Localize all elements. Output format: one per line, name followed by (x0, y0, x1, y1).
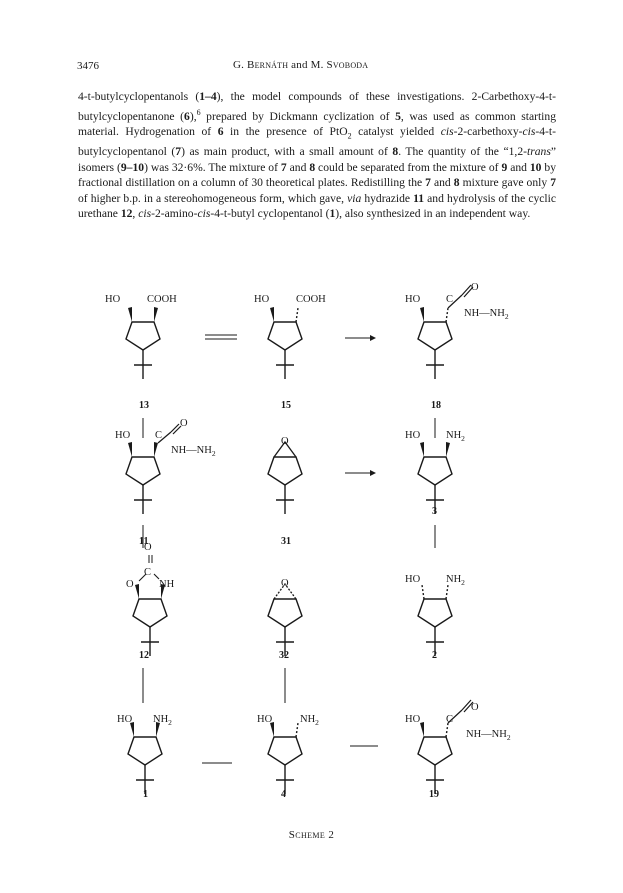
label-ho: HO (105, 294, 121, 305)
compound-number-19: 19 (429, 789, 439, 800)
label-ho: HO (115, 430, 131, 441)
label-ho: HO (405, 294, 421, 305)
scheme-caption: Scheme 2 (288, 829, 335, 841)
compound-number-13: 13 (139, 400, 149, 411)
compound-13-structure (126, 307, 160, 379)
compound-2-structure (418, 585, 452, 656)
label-o: O (281, 436, 289, 447)
author-2: M. Svoboda (310, 59, 369, 71)
reaction-arrow (345, 335, 376, 341)
compound-number-12: 12 (139, 650, 149, 661)
compound-31-structure (268, 442, 302, 514)
compound-number-32: 32 (279, 650, 289, 661)
label-o: O (471, 702, 479, 713)
label-c: C (144, 567, 152, 578)
compound-3-structure (418, 442, 452, 514)
label-o: O (126, 579, 134, 590)
author-1: G. Bernáth (233, 59, 289, 71)
label-ho: HO (405, 574, 421, 585)
label-o: O (144, 542, 152, 553)
label-nh-nh2: $NH—NH_2$ (466, 729, 511, 742)
label-ho: HO (405, 430, 421, 441)
compound-number-18: 18 (431, 400, 441, 411)
compound-number-31: 31 (281, 536, 291, 547)
label-ho: HO (117, 714, 133, 725)
label-ho: HO (254, 294, 270, 305)
label-cooh: COOH (296, 294, 326, 305)
label-ho: HO (405, 714, 421, 725)
compound-1-structure (128, 722, 162, 794)
compound-number-11: 11 (139, 536, 149, 547)
compound-32-structure (268, 584, 302, 656)
equilibrium-arrow (205, 335, 237, 339)
label-nh2: $NH_2$ (446, 430, 465, 443)
compound-4-structure (268, 722, 302, 794)
label-c: C (446, 294, 454, 305)
label-o: O (180, 418, 188, 429)
label-cooh: COOH (147, 294, 177, 305)
label-ho: HO (257, 714, 273, 725)
label-nh-nh2: $NH—NH_2$ (464, 308, 509, 321)
author-and: and (288, 59, 311, 71)
label-nh-nh2: $NH—NH_2$ (171, 445, 216, 458)
compound-number-1: 1 (143, 789, 148, 800)
label-nh2: $NH_2$ (300, 714, 319, 727)
compound-11-structure (126, 424, 181, 514)
label-c: C (446, 714, 454, 725)
reaction-arrow (345, 470, 376, 476)
compound-15-structure (268, 307, 302, 379)
compound-number-3: 3 (432, 506, 437, 517)
body-paragraph: 4-t-butylcyclopentanols (1–4), the model compounds of these investigations. 2-Carbethoxy-4-t-butylcyclopentanone (6),$^6$ prepared by Dickmann cyclization of 5, was used as common starting material. Hydrogenation of 6 in the presence of PtO$_2$ catalyst yielded cis-2-carbethoxy-cis-4-t-butylcyclopentanol (7) as main product, with a small amount of 8. The quantity of the “1,2-trans” isomers (9–10) was 32·6%. The mixture of 7 and 8 could be separated from the mixture of 9 and 10 by fractional distillation on a column of 30 theoretical plates. Redistilling the 7 and 8 mixture gave only 7 of higher b.p. in a stereohomogeneous form, which gave, via hydrazide 11 and hydrolysis of the cyclic urethane 12, cis-2-amino-cis-4-t-butyl cyclopentanol (1), also synthesized in an independent way. (78, 90, 557, 221)
compound-number-15: 15 (281, 400, 291, 411)
label-nh: NH (159, 579, 175, 590)
compound-number-2: 2 (432, 650, 437, 661)
page-number: 3476 (77, 60, 99, 72)
compound-number-4: 4 (281, 789, 286, 800)
label-c: C (155, 430, 163, 441)
label-nh2: $NH_2$ (446, 574, 465, 587)
label-o: O (471, 282, 479, 293)
label-nh2: $NH_2$ (153, 714, 172, 727)
label-o: O (281, 578, 289, 589)
